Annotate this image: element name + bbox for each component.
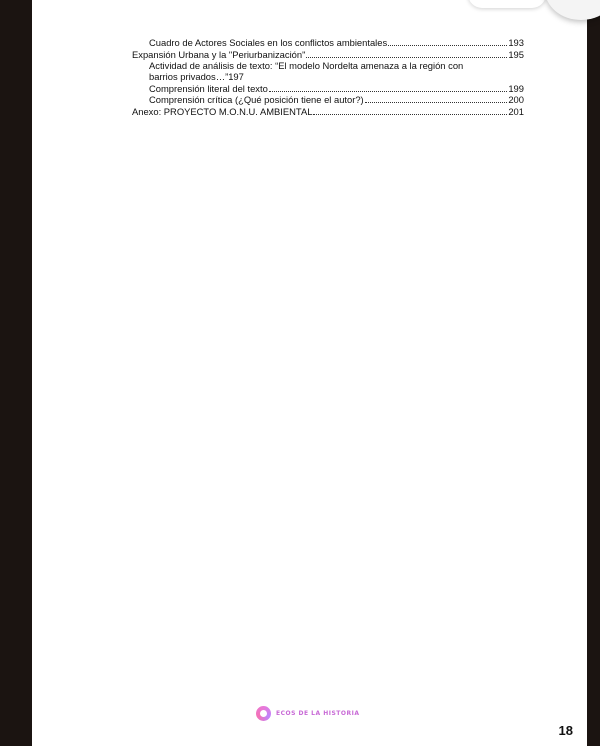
toc-entry-title: Comprensión literal del texto	[149, 82, 268, 94]
toc-leader-dots	[365, 102, 508, 103]
table-of-contents	[132, 37, 524, 117]
toc-entry-title: Anexo: PROYECTO M.O.N.U. AMBIENTAL	[132, 105, 313, 117]
toc-entry-title: Cuadro de Actores Sociales en los conflictos ambientales	[149, 37, 388, 48]
toc-entry-title: Comprensión crítica (¿Qué posición tiene el autor?)	[149, 94, 364, 105]
toc-entry	[132, 106, 524, 117]
toc-entry-page: 193	[508, 37, 524, 48]
toc-entry-title-line2: barrios privados…”	[149, 71, 229, 82]
toc-entry-page: 200	[508, 94, 524, 105]
logo-text: ECOS DE LA HISTORIA	[276, 710, 360, 717]
toc-entry-page: 199	[508, 82, 524, 94]
toc-entry	[132, 49, 524, 60]
toc-leader-dots	[269, 91, 508, 92]
toc-entry	[132, 94, 524, 105]
toc-leader-dots	[313, 114, 507, 115]
toc-entry-title-line1: Actividad de análisis de texto: “El modelo Nordelta amenaza a la región con	[149, 60, 464, 71]
footer-logo	[256, 706, 360, 721]
toc-leader-dots	[388, 45, 507, 46]
toc-entry-page: 197	[228, 71, 244, 82]
toc-entry-title: Expansión Urbana y la "Periurbanización"	[132, 48, 306, 60]
floating-action-button[interactable]	[545, 0, 600, 20]
document-page	[32, 0, 587, 746]
toolbar-pill[interactable]	[468, 0, 546, 8]
toc-entry-page: 201	[508, 105, 524, 117]
toc-leader-dots	[306, 57, 507, 58]
toc-entry	[132, 60, 524, 82]
toc-entry	[132, 83, 524, 94]
toc-entry-page: 195	[508, 48, 524, 60]
logo-ring-icon	[256, 706, 271, 721]
toc-entry	[132, 37, 524, 48]
page-number: 18	[558, 723, 573, 738]
